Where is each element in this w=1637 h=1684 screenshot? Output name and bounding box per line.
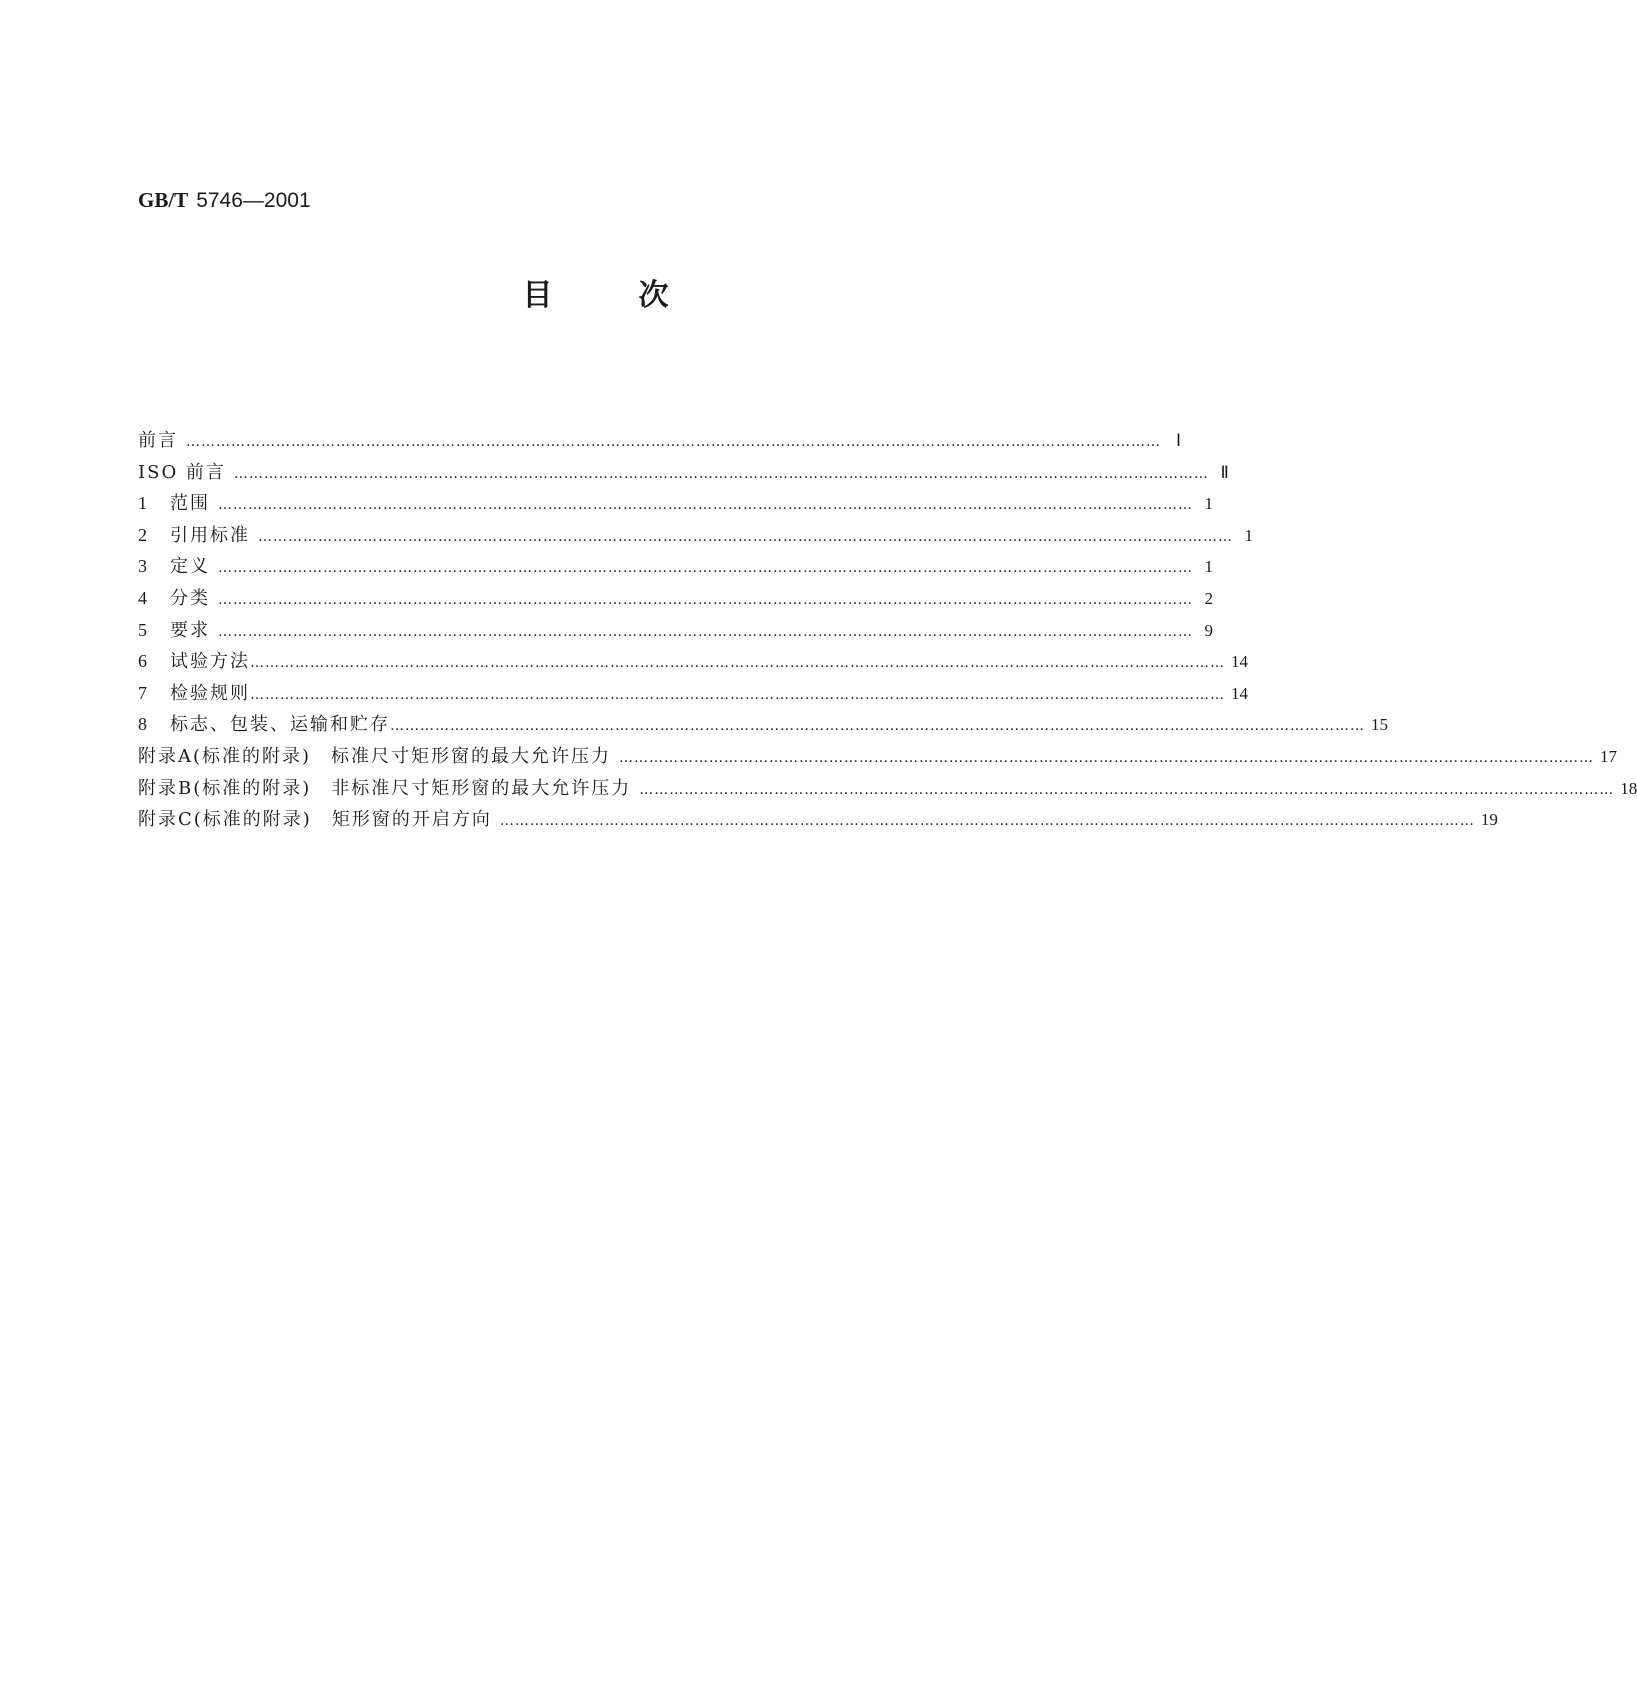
toc-entry-label: 检验规则 xyxy=(170,682,250,704)
toc-entry-label: 范围 xyxy=(170,493,210,515)
toc-entry-page: 9 xyxy=(1204,620,1213,640)
toc-entry-page: 14 xyxy=(1231,683,1248,703)
toc-entry-page: 1 xyxy=(1204,557,1213,577)
toc-leader-dots: …………………………………………………………………………………………………………………………………………………………………………… xyxy=(390,718,1365,735)
toc-entry-page: 1 xyxy=(1204,494,1213,514)
toc-entry-3[interactable] xyxy=(138,551,1213,583)
toc-entry-foreword[interactable] xyxy=(138,425,1181,457)
toc-entry-label: 试验方法 xyxy=(170,651,250,673)
page-title-char-2: 次 xyxy=(638,278,669,313)
toc-entry-page: 1 xyxy=(1244,525,1253,545)
toc-entry-page: 14 xyxy=(1231,652,1248,672)
toc-entry-number: 6 xyxy=(138,651,147,672)
toc-entry-number: 7 xyxy=(138,682,147,703)
page-title xyxy=(0,278,1191,314)
toc-entry-label: 附录B(标准的附录) 非标准尺寸矩形窗的最大允许压力 xyxy=(138,777,632,799)
toc-leader-dots: …………………………………………………………………………………………………………………………………………………………………………… xyxy=(250,686,1225,703)
standard-number xyxy=(138,186,311,215)
toc-leader-dots: …………………………………………………………………………………………………………………………………………………………………………… xyxy=(218,591,1193,608)
toc-entry-page: Ⅰ xyxy=(1175,431,1181,450)
toc-entry-number: 1 xyxy=(138,493,147,514)
toc-entry-label: 分类 xyxy=(170,587,210,609)
page-title-char-1: 目 xyxy=(522,278,553,313)
toc-entry-page: 19 xyxy=(1480,810,1498,830)
toc-entry-7[interactable] xyxy=(138,678,1248,710)
toc-entry-label: 定义 xyxy=(170,556,210,578)
standard-digits: 5746—2001 xyxy=(196,189,311,212)
toc-entry-appendix-c[interactable] xyxy=(138,804,1498,836)
toc-entry-5[interactable] xyxy=(138,615,1213,647)
toc-entry-6[interactable] xyxy=(138,646,1248,678)
toc-entry-appendix-b[interactable] xyxy=(138,773,1637,805)
toc-entry-4[interactable] xyxy=(138,583,1213,615)
toc-entry-label: 前言 xyxy=(138,430,178,451)
toc-entry-label: ISO 前言 xyxy=(138,461,226,483)
toc-leader-dots: …………………………………………………………………………………………………………………………………………………………………………… xyxy=(218,497,1193,514)
toc-entry-label: 标志、包装、运输和贮存 xyxy=(170,714,390,736)
toc-leader-dots: …………………………………………………………………………………………………………………………………………………………………………… xyxy=(218,623,1193,640)
toc-leader-dots: …………………………………………………………………………………………………………………………………………………………………………… xyxy=(499,813,1475,830)
toc-leader-dots: …………………………………………………………………………………………………………………………………………………………………………… xyxy=(619,749,1595,766)
toc-entry-page: Ⅱ xyxy=(1220,462,1229,482)
toc-entry-2[interactable] xyxy=(138,520,1253,552)
toc-entry-number: 8 xyxy=(138,714,147,735)
toc-leader-dots: …………………………………………………………………………………………………………………………………………………………………………… xyxy=(250,655,1225,672)
toc-leader-dots: …………………………………………………………………………………………………………………………………………………………………………… xyxy=(218,560,1193,577)
toc-entry-number: 3 xyxy=(138,556,147,577)
toc-leader-dots: …………………………………………………………………………………………………………………………………………………………………………… xyxy=(258,528,1233,545)
toc-entry-number: 5 xyxy=(138,619,147,640)
toc-leader-dots: …………………………………………………………………………………………………………………………………………………………………………… xyxy=(233,465,1209,482)
standard-code: GB/T xyxy=(138,188,189,212)
toc-entry-label: 要求 xyxy=(170,619,210,641)
toc-entry-label: 引用标准 xyxy=(170,524,250,546)
table-of-contents xyxy=(138,425,1637,836)
toc-leader-dots: …………………………………………………………………………………………………………………………………………………………………………… xyxy=(639,781,1615,798)
toc-entry-iso-foreword[interactable] xyxy=(138,457,1229,489)
toc-entry-label: 附录A(标准的附录) 标准尺寸矩形窗的最大允许压力 xyxy=(138,745,612,767)
toc-entry-number: 2 xyxy=(138,524,147,545)
toc-leader-dots: …………………………………………………………………………………………………………………………………………………………………………… xyxy=(186,434,1161,450)
toc-entry-number: 4 xyxy=(138,587,147,608)
toc-entry-page: 15 xyxy=(1371,715,1388,735)
toc-entry-1[interactable] xyxy=(138,488,1213,520)
toc-entry-page: 18 xyxy=(1620,778,1637,798)
toc-entry-appendix-a[interactable] xyxy=(138,741,1618,773)
toc-entry-label: 附录C(标准的附录) 矩形窗的开启方向 xyxy=(138,809,492,831)
toc-entry-page: 17 xyxy=(1600,746,1618,766)
toc-entry-page: 2 xyxy=(1204,588,1213,608)
toc-entry-8[interactable] xyxy=(138,709,1388,741)
